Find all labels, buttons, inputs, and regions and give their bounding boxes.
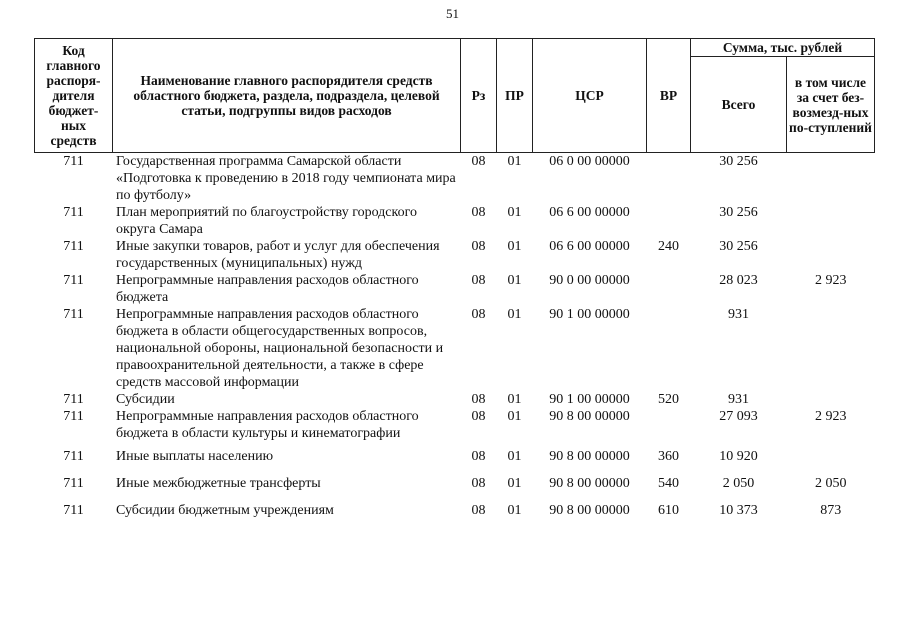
cell-csr: 06 6 00 00000 <box>549 205 630 220</box>
cell-free: 2 923 <box>815 273 847 288</box>
table-row <box>35 391 875 408</box>
header-total: Всего <box>691 57 787 153</box>
cell-name: Субсидии <box>116 392 175 407</box>
table-body <box>35 153 875 524</box>
cell-total: 10 920 <box>719 449 758 464</box>
cell-csr: 90 8 00 00000 <box>549 409 630 424</box>
cell-code: 711 <box>63 239 84 254</box>
cell-free: 2 050 <box>815 476 847 491</box>
table-row <box>35 306 875 391</box>
header-free: в том числе за счет без-возмезд-ных по-ступлений <box>787 57 875 153</box>
cell-csr: 06 0 00 00000 <box>549 154 630 169</box>
table-row <box>35 469 875 496</box>
cell-rz: 08 <box>471 307 486 322</box>
table-row <box>35 204 875 238</box>
table-row <box>35 442 875 469</box>
cell-pr: 01 <box>507 449 522 464</box>
cell-vr: 360 <box>658 449 679 464</box>
cell-name: Непрограммные направления расходов областного бюджета в области общегосударственных вопросов, национальной обороны, национальной безопасности и правоохранительной деятельности, а также в сфере средств массовой информации <box>116 307 444 390</box>
cell-name: Иные межбюджетные трансферты <box>116 476 321 491</box>
cell-pr: 01 <box>507 503 522 518</box>
cell-code: 711 <box>63 503 84 518</box>
table-row <box>35 153 875 205</box>
cell-rz: 08 <box>471 392 486 407</box>
cell-vr <box>647 272 691 306</box>
budget-table <box>34 38 875 523</box>
cell-pr: 01 <box>507 205 522 220</box>
cell-csr: 90 0 00 00000 <box>549 273 630 288</box>
cell-vr <box>647 306 691 391</box>
cell-name: Непрограммные направления расходов областного бюджета в области культуры и кинематографии <box>116 409 419 441</box>
cell-rz: 08 <box>471 273 486 288</box>
cell-pr: 01 <box>507 392 522 407</box>
cell-code: 711 <box>63 449 84 464</box>
cell-csr: 06 6 00 00000 <box>549 239 630 254</box>
cell-pr: 01 <box>507 476 522 491</box>
cell-rz: 08 <box>471 205 486 220</box>
cell-csr: 90 1 00 00000 <box>549 307 630 322</box>
cell-total: 30 256 <box>719 154 758 169</box>
cell-total: 30 256 <box>719 205 758 220</box>
cell-rz: 08 <box>471 503 486 518</box>
cell-name: Иные закупки товаров, работ и услуг для обеспечения государственных (муниципальных) нужд <box>116 239 440 271</box>
cell-total: 2 050 <box>722 476 755 491</box>
cell-total: 931 <box>728 307 749 322</box>
cell-total: 931 <box>728 392 749 407</box>
cell-csr: 90 8 00 00000 <box>549 476 630 491</box>
table-row <box>35 408 875 442</box>
cell-vr <box>647 204 691 238</box>
cell-code: 711 <box>63 205 84 220</box>
cell-vr: 240 <box>658 239 679 254</box>
cell-rz: 08 <box>471 409 486 424</box>
cell-code: 711 <box>63 409 84 424</box>
cell-pr: 01 <box>507 307 522 322</box>
cell-total: 28 023 <box>719 273 758 288</box>
cell-rz: 08 <box>471 154 486 169</box>
cell-total: 27 093 <box>719 409 758 424</box>
cell-total: 30 256 <box>719 239 758 254</box>
cell-code: 711 <box>63 392 84 407</box>
header-pr: ПР <box>497 39 533 153</box>
cell-free <box>787 391 875 408</box>
cell-free <box>787 306 875 391</box>
header-name: Наименование главного распорядителя средств областного бюджета, раздела, подраздела, целевой статьи, подгруппы видов расходов <box>113 39 461 153</box>
cell-code: 711 <box>63 307 84 322</box>
table-row <box>35 272 875 306</box>
cell-code: 711 <box>63 273 84 288</box>
cell-pr: 01 <box>507 409 522 424</box>
table-header <box>35 39 875 153</box>
cell-rz: 08 <box>471 239 486 254</box>
cell-pr: 01 <box>507 239 522 254</box>
cell-name: Субсидии бюджетным учреждениям <box>116 503 334 518</box>
page-number: 51 <box>446 6 459 21</box>
cell-name: Иные выплаты населению <box>116 449 274 464</box>
header-csr: ЦСР <box>533 39 647 153</box>
cell-vr: 520 <box>658 392 679 407</box>
cell-code: 711 <box>63 476 84 491</box>
cell-pr: 01 <box>507 154 522 169</box>
cell-free <box>787 204 875 238</box>
cell-name: План мероприятий по благоустройству городского округа Самара <box>116 205 417 237</box>
cell-vr: 540 <box>658 476 679 491</box>
cell-free: 873 <box>820 503 842 518</box>
cell-total: 10 373 <box>719 503 758 518</box>
header-code: Код главного распоря-дителя бюджет-ных средств <box>35 39 113 153</box>
header-vr: ВР <box>647 39 691 153</box>
cell-vr <box>647 153 691 205</box>
cell-name: Государственная программа Самарской области «Подготовка к проведению в 2018 году чемпионата мира по футболу» <box>116 154 456 203</box>
cell-vr <box>647 408 691 442</box>
table-row <box>35 496 875 523</box>
cell-free <box>787 442 875 469</box>
cell-pr: 01 <box>507 273 522 288</box>
cell-name: Непрограммные направления расходов областного бюджета <box>116 273 419 305</box>
cell-vr: 610 <box>658 503 679 518</box>
cell-rz: 08 <box>471 476 486 491</box>
cell-rz: 08 <box>471 449 486 464</box>
cell-free: 2 923 <box>815 409 847 424</box>
cell-free <box>787 153 875 205</box>
header-rz: Рз <box>461 39 497 153</box>
cell-csr: 90 8 00 00000 <box>549 449 630 464</box>
cell-csr: 90 8 00 00000 <box>549 503 630 518</box>
cell-csr: 90 1 00 00000 <box>549 392 630 407</box>
table-row <box>35 238 875 272</box>
header-sum: Сумма, тыс. рублей <box>691 39 875 57</box>
cell-code: 711 <box>63 154 84 169</box>
cell-free <box>787 238 875 272</box>
